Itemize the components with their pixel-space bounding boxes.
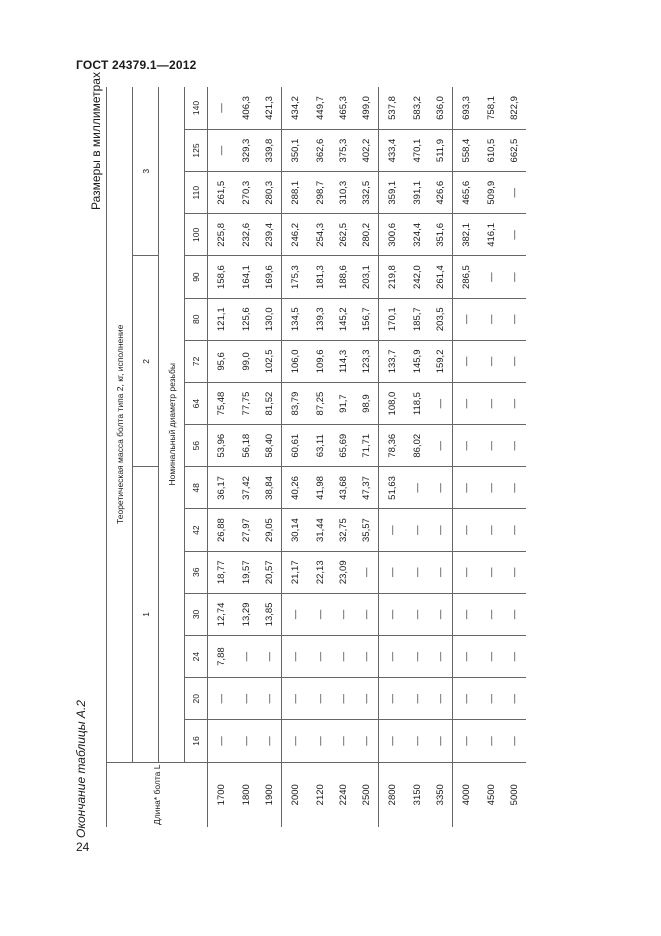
mass-cell: 350,1 [282, 129, 310, 171]
mass-cell: — [258, 636, 282, 678]
mass-cell: 86,02 [406, 425, 429, 467]
mass-cell: — [453, 678, 481, 720]
mass-cell: — [309, 678, 332, 720]
mass-table-rotated [106, 87, 566, 827]
mass-cell: 23,09 [332, 551, 355, 593]
diameter-header-cell: 16 [185, 720, 208, 762]
mass-cell: 77,75 [235, 382, 258, 424]
mass-cell: — [355, 720, 379, 762]
mass-cell: — [282, 636, 310, 678]
mass-cell: 610,5 [480, 129, 503, 171]
document-number: ГОСТ 24379.1—2012 [76, 58, 197, 72]
mass-cell: 71,71 [355, 425, 379, 467]
mass-cell: — [453, 340, 481, 382]
mass-cell: — [379, 720, 407, 762]
mass-cell: — [480, 298, 503, 340]
table-row [379, 87, 407, 827]
mass-cell: 662,5 [503, 129, 526, 171]
mass-cell: — [503, 172, 526, 214]
diameter-header-cell: 80 [185, 298, 208, 340]
mass-cell: 232,6 [235, 214, 258, 256]
mass-cell: 181,3 [309, 256, 332, 298]
mass-cell: 29,05 [258, 509, 282, 551]
mass-cell: 106,0 [282, 340, 310, 382]
mass-cell: — [503, 340, 526, 382]
mass-cell: 402,2 [355, 129, 379, 171]
mass-cell: 339,8 [258, 129, 282, 171]
mass-cell: 185,7 [406, 298, 429, 340]
mass-cell: 158,6 [208, 256, 236, 298]
mass-cell: — [503, 678, 526, 720]
mass-cell: 406,3 [235, 87, 258, 129]
mass-cell: 27,97 [235, 509, 258, 551]
mass-cell: — [282, 720, 310, 762]
mass-cell: 225,8 [208, 214, 236, 256]
mass-cell: 822,9 [503, 87, 526, 129]
mass-cell: — [503, 509, 526, 551]
mass-cell: 242,0 [406, 256, 429, 298]
mass-cell: 56,18 [235, 425, 258, 467]
mass-cell: 121,1 [208, 298, 236, 340]
mass-cell: 130,0 [258, 298, 282, 340]
mass-cell: 254,3 [309, 214, 332, 256]
mass-cell: 203,5 [429, 298, 453, 340]
mass-cell: 329,3 [235, 129, 258, 171]
mass-cell: 261,4 [429, 256, 453, 298]
units-note: Размеры в миллиметрах [89, 72, 103, 210]
mass-cell: — [332, 678, 355, 720]
diameter-header-cell: 56 [185, 425, 208, 467]
diameter-header-cell: 30 [185, 593, 208, 635]
mass-cell: — [453, 509, 481, 551]
mass-cell: — [379, 509, 407, 551]
length-cell: 2120 [315, 784, 326, 806]
mass-cell: — [503, 256, 526, 298]
mass-cell: — [309, 636, 332, 678]
table-row [309, 87, 332, 827]
mass-cell: — [208, 678, 236, 720]
mass-cell: — [480, 256, 503, 298]
mass-cell: — [282, 593, 310, 635]
table-row [503, 87, 526, 827]
mass-cell: — [480, 425, 503, 467]
diameter-header-cell: 140 [185, 87, 208, 129]
mass-cell: — [453, 467, 481, 509]
mass-cell: — [429, 551, 453, 593]
mass-cell: 118,5 [406, 382, 429, 424]
mass-cell: 465,3 [332, 87, 355, 129]
mass-cell: 270,3 [235, 172, 258, 214]
mass-cell: 108,0 [379, 382, 407, 424]
mass-cell: 78,36 [379, 425, 407, 467]
mass-cell: 83,79 [282, 382, 310, 424]
table-caption: Окончание таблицы А.2 [74, 700, 88, 838]
mass-cell: — [480, 340, 503, 382]
mass-cell: 32,75 [332, 509, 355, 551]
mass-cell: — [379, 551, 407, 593]
mass-cell: — [453, 425, 481, 467]
mass-cell: 219,8 [379, 256, 407, 298]
diameter-row [185, 87, 208, 827]
table-row [235, 87, 258, 827]
mass-cell: — [235, 678, 258, 720]
mass-cell: 36,17 [208, 467, 236, 509]
mass-cell: 12,74 [208, 593, 236, 635]
mass-cell: 375,3 [332, 129, 355, 171]
mass-cell: — [235, 636, 258, 678]
length-cell: 2240 [338, 784, 349, 806]
mass-cell: — [429, 720, 453, 762]
mass-cell: 470,1 [406, 129, 429, 171]
mass-cell: 18,77 [208, 551, 236, 593]
mass-cell: 170,1 [379, 298, 407, 340]
table-row [480, 87, 503, 827]
table-body [208, 87, 527, 827]
mass-cell: — [429, 593, 453, 635]
mass-cell: 416,1 [480, 214, 503, 256]
mass-cell: 169,6 [258, 256, 282, 298]
mass-cell: — [406, 720, 429, 762]
mass-cell: — [258, 678, 282, 720]
mass-cell: — [480, 593, 503, 635]
mass-cell: 262,5 [332, 214, 355, 256]
mass-cell: 109,6 [309, 340, 332, 382]
mass-cell: 13,85 [258, 593, 282, 635]
mass-cell: 91,7 [332, 382, 355, 424]
mass-cell: 99,0 [235, 340, 258, 382]
execution-2-header: 2 [133, 256, 159, 467]
diameter-header-cell: 110 [185, 172, 208, 214]
mass-cell: 280,2 [355, 214, 379, 256]
mass-cell: — [355, 593, 379, 635]
mass-cell: 37,42 [235, 467, 258, 509]
mass-cell: 19,57 [235, 551, 258, 593]
diameter-header-cell: 42 [185, 509, 208, 551]
mass-cell: 139,3 [309, 298, 332, 340]
diameter-header-cell: 24 [185, 636, 208, 678]
mass-cell: 114,3 [332, 340, 355, 382]
mass-cell: 53,96 [208, 425, 236, 467]
mass-cell: — [480, 720, 503, 762]
mass-cell: 98,9 [355, 382, 379, 424]
table-row [406, 87, 429, 827]
mass-cell: — [235, 720, 258, 762]
mass-cell: — [282, 678, 310, 720]
mass-cell: 26,88 [208, 509, 236, 551]
mass-cell: 583,2 [406, 87, 429, 129]
mass-cell: — [379, 593, 407, 635]
mass-cell: 300,6 [379, 214, 407, 256]
mass-cell: 81,52 [258, 382, 282, 424]
mass-cell: 382,1 [453, 214, 481, 256]
mass-cell: 40,26 [282, 467, 310, 509]
mass-cell: 164,1 [235, 256, 258, 298]
length-cell: 4000 [453, 762, 481, 827]
length-column-header: Длина* болта L [107, 762, 208, 827]
length-cell: 3350 [435, 784, 446, 806]
length-cell: 4500 [486, 784, 497, 806]
mass-cell: — [480, 636, 503, 678]
mass-cell: — [453, 636, 481, 678]
diameter-header-cell: 100 [185, 214, 208, 256]
mass-cell: — [332, 720, 355, 762]
mass-cell: 558,4 [453, 129, 481, 171]
mass-cell: 20,57 [258, 551, 282, 593]
mass-cell: — [429, 636, 453, 678]
mass-cell: — [503, 298, 526, 340]
mass-cell: — [453, 551, 481, 593]
mass-cell: 145,2 [332, 298, 355, 340]
mass-cell: 47,37 [355, 467, 379, 509]
mass-cell: 7,88 [208, 636, 236, 678]
mass-cell: — [480, 382, 503, 424]
mass-cell: 133,7 [379, 340, 407, 382]
mass-cell: — [208, 87, 236, 129]
mass-cell: — [429, 425, 453, 467]
mass-cell: 188,6 [332, 256, 355, 298]
mass-cell: 511,9 [429, 129, 453, 171]
mass-cell: — [453, 298, 481, 340]
execution-1-header: 1 [133, 467, 159, 762]
mass-cell: — [503, 593, 526, 635]
mass-cell: — [309, 593, 332, 635]
table-row [429, 87, 453, 827]
mass-cell: — [503, 214, 526, 256]
length-cell: 3150 [412, 784, 423, 806]
mass-cell: 145,9 [406, 340, 429, 382]
mass-cell: 433,4 [379, 129, 407, 171]
mass-cell: 261,5 [208, 172, 236, 214]
mass-cell: 509,9 [480, 172, 503, 214]
mass-cell: — [379, 636, 407, 678]
mass-cell: — [503, 425, 526, 467]
mass-cell: — [480, 678, 503, 720]
table-row [355, 87, 379, 827]
mass-cell: — [406, 509, 429, 551]
page-number: 24 [76, 840, 90, 854]
diameter-header-cell: 72 [185, 340, 208, 382]
mass-cell: 125,6 [235, 298, 258, 340]
mass-cell: 102,5 [258, 340, 282, 382]
mass-cell: — [406, 636, 429, 678]
mass-cell: 310,3 [332, 172, 355, 214]
mass-cell: 41,98 [309, 467, 332, 509]
mass-cell: 38,84 [258, 467, 282, 509]
mass-cell: — [208, 720, 236, 762]
mass-cell: — [355, 678, 379, 720]
table-row [282, 87, 310, 827]
mass-cell: 421,3 [258, 87, 282, 129]
mass-cell: — [332, 593, 355, 635]
mass-cell: 63,11 [309, 425, 332, 467]
mass-cell: 65,69 [332, 425, 355, 467]
mass-cell: — [480, 467, 503, 509]
mass-cell: 636,0 [429, 87, 453, 129]
length-cell: 5000 [509, 784, 520, 806]
mass-cell: 13,29 [235, 593, 258, 635]
mass-cell: 693,3 [453, 87, 481, 129]
diameter-header-cell: 64 [185, 382, 208, 424]
mass-cell: 362,6 [309, 129, 332, 171]
mass-cell: 288,1 [282, 172, 310, 214]
mass-cell: — [355, 551, 379, 593]
diameter-header: Номинальный диаметр резьбы [159, 87, 185, 762]
mass-cell: — [480, 509, 503, 551]
mass-cell: 280,3 [258, 172, 282, 214]
mass-cell: 449,7 [309, 87, 332, 129]
length-cell: 2500 [361, 784, 372, 806]
mass-cell: 286,5 [453, 256, 481, 298]
diameter-header-cell: 48 [185, 467, 208, 509]
mass-cell: — [429, 467, 453, 509]
execution-3-header: 3 [133, 87, 159, 256]
mass-cell: — [503, 636, 526, 678]
mass-cell: 246,2 [282, 214, 310, 256]
mass-cell: 359,1 [379, 172, 407, 214]
mass-cell: 758,1 [480, 87, 503, 129]
mass-header: Теоретическая масса болта типа 2, кг, исполнение [107, 87, 133, 762]
mass-cell: 391,1 [406, 172, 429, 214]
mass-cell: 332,5 [355, 172, 379, 214]
mass-cell: — [406, 551, 429, 593]
length-cell: 1800 [241, 784, 252, 806]
mass-cell: 43,68 [332, 467, 355, 509]
mass-cell: 324,4 [406, 214, 429, 256]
length-cell: 2800 [379, 762, 407, 827]
mass-cell: — [258, 720, 282, 762]
mass-cell: — [480, 551, 503, 593]
mass-cell: 35,57 [355, 509, 379, 551]
length-cell: 1900 [264, 784, 275, 806]
mass-cell: 434,2 [282, 87, 310, 129]
mass-cell: — [309, 720, 332, 762]
table-row [332, 87, 355, 827]
mass-cell: — [503, 551, 526, 593]
mass-cell: 123,3 [355, 340, 379, 382]
mass-cell: — [332, 636, 355, 678]
mass-cell: — [503, 467, 526, 509]
table-row [208, 87, 236, 827]
diameter-header-cell: 125 [185, 129, 208, 171]
mass-cell: — [406, 678, 429, 720]
mass-cell: 203,1 [355, 256, 379, 298]
mass-cell: 537,8 [379, 87, 407, 129]
mass-cell: 156,7 [355, 298, 379, 340]
mass-cell: 499,0 [355, 87, 379, 129]
bolt-mass-table [106, 87, 526, 827]
mass-cell: — [453, 382, 481, 424]
mass-cell: — [503, 382, 526, 424]
mass-cell: 465,6 [453, 172, 481, 214]
mass-cell: — [406, 593, 429, 635]
mass-cell: 239,4 [258, 214, 282, 256]
diameter-header-cell: 90 [185, 256, 208, 298]
diameter-header-cell: 36 [185, 551, 208, 593]
mass-cell: 31,44 [309, 509, 332, 551]
mass-cell: 95,6 [208, 340, 236, 382]
length-cell: 1700 [208, 762, 236, 827]
mass-cell: 60,61 [282, 425, 310, 467]
mass-cell: 58,40 [258, 425, 282, 467]
mass-cell: 426,6 [429, 172, 453, 214]
mass-cell: 51,63 [379, 467, 407, 509]
diameter-header-cell: 20 [185, 678, 208, 720]
mass-cell: — [208, 129, 236, 171]
mass-cell: — [379, 678, 407, 720]
length-cell: 2000 [282, 762, 310, 827]
mass-cell: — [453, 720, 481, 762]
mass-cell: 22,13 [309, 551, 332, 593]
mass-cell: 351,6 [429, 214, 453, 256]
mass-cell: 159,2 [429, 340, 453, 382]
mass-cell: 175,3 [282, 256, 310, 298]
mass-cell: — [429, 509, 453, 551]
mass-cell: 298,7 [309, 172, 332, 214]
mass-cell: 87,25 [309, 382, 332, 424]
mass-cell: — [429, 678, 453, 720]
mass-cell: — [429, 382, 453, 424]
table-row [258, 87, 282, 827]
mass-cell: — [406, 467, 429, 509]
mass-cell: — [453, 593, 481, 635]
table-row [453, 87, 481, 827]
mass-cell: 21,17 [282, 551, 310, 593]
mass-cell: 134,5 [282, 298, 310, 340]
mass-cell: 30,14 [282, 509, 310, 551]
mass-cell: — [355, 636, 379, 678]
mass-cell: — [503, 720, 526, 762]
mass-cell: 75,48 [208, 382, 236, 424]
